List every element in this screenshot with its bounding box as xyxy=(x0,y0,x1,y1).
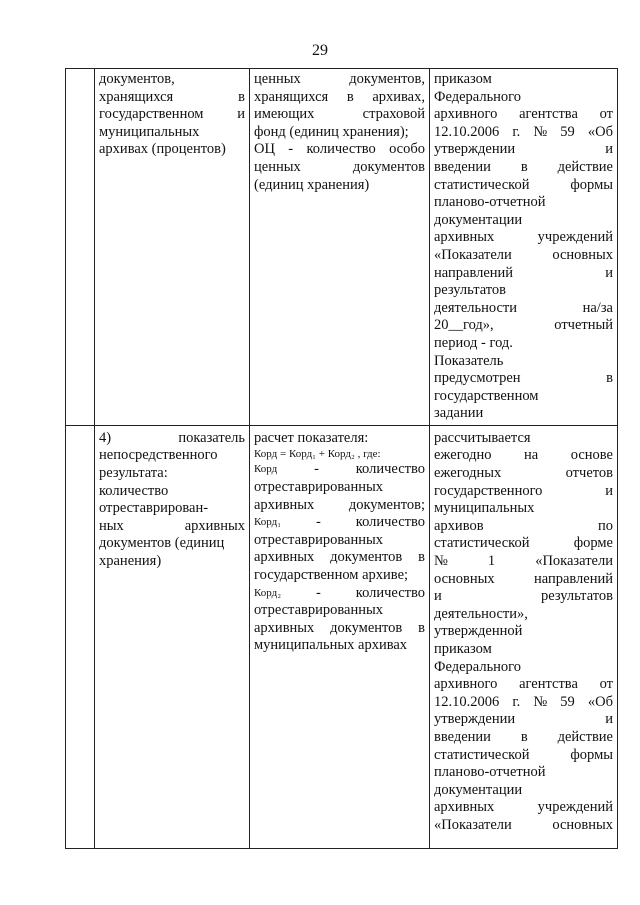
text-line: муниципальных xyxy=(99,123,200,140)
text-line: муниципальных xyxy=(434,500,535,517)
text-line: количество xyxy=(99,482,169,499)
table-row xyxy=(66,425,618,848)
text-line: хранящихся в xyxy=(99,88,245,105)
text-line: результатов xyxy=(434,282,507,299)
text-line: утверждении и xyxy=(434,711,613,728)
text-line: 20__год», отчетный xyxy=(434,317,613,334)
text-line: 12.10.2006 г. № 59 «Об xyxy=(434,123,613,140)
text-line: «Показатели основных xyxy=(434,246,613,263)
text-line: планово-отчетной xyxy=(434,764,546,781)
text-line: документации xyxy=(434,211,523,228)
text-line: документации xyxy=(434,781,523,798)
definition-line: Корд₁ - количество xyxy=(254,514,425,531)
text-line: хранящихся в архивах, xyxy=(254,88,425,105)
text-line: № 1 «Показатели xyxy=(434,553,613,570)
text-line: задании xyxy=(434,405,484,422)
text-line: статистической формы xyxy=(434,176,613,193)
text-line: приказом xyxy=(434,71,492,87)
text-line: введении в действие xyxy=(434,728,613,745)
text-line: период - год. xyxy=(434,334,513,351)
row-number-cell xyxy=(66,69,95,426)
table-row xyxy=(66,69,618,426)
text-line: «Показатели основных xyxy=(434,816,613,833)
text-line: деятельности на/за xyxy=(434,299,613,316)
page-number: 29 xyxy=(312,42,328,59)
text-line: отреставрированных xyxy=(254,602,383,619)
indicators-table xyxy=(65,68,618,849)
text-line: Показатель xyxy=(434,352,504,369)
text-line: ОЦ - количество особо xyxy=(254,141,425,158)
text-line: архивных документов в xyxy=(254,549,425,566)
text-line: отреставрированных xyxy=(254,531,383,548)
text-line: имеющих страховой xyxy=(254,106,425,123)
indicator-name-cell xyxy=(95,425,250,848)
text-line: ежегодных отчетов xyxy=(434,465,613,482)
text-line: 12.10.2006 г. № 59 «Об xyxy=(434,693,613,710)
calculation-cell xyxy=(250,425,430,848)
text-line: статистической форме xyxy=(434,535,613,552)
formula: Корд = Корд₁ + Корд₂ , где: xyxy=(254,448,381,461)
text-line: архивов по xyxy=(434,517,613,534)
source-cell xyxy=(430,425,618,848)
text-line: ценных документов, xyxy=(254,71,425,87)
text-line: архивных документов; xyxy=(254,496,425,513)
text-line: утверждении и xyxy=(434,141,613,158)
text-line: хранения) xyxy=(99,553,162,570)
text-line: рассчитывается xyxy=(434,429,531,446)
text-line: отреставрирован- xyxy=(99,500,209,517)
text-line: государственного и xyxy=(434,482,613,499)
text-line: 4) показатель xyxy=(99,429,245,446)
text-line: основных направлений xyxy=(434,570,613,587)
text-line: приказом xyxy=(434,641,492,657)
text-line: расчет показателя: xyxy=(254,429,369,446)
text-line: архивных учреждений xyxy=(434,229,613,246)
text-line: документов, xyxy=(99,71,175,87)
text-line: ежегодно на основе xyxy=(434,447,613,464)
text-line: архивных документов в xyxy=(254,619,425,636)
source-cell xyxy=(430,69,618,426)
text-line: муниципальных архивах xyxy=(254,637,408,654)
row-number-cell xyxy=(66,425,95,848)
definitions xyxy=(254,461,425,655)
text-line: непосредственного xyxy=(99,447,218,464)
text-line: государственном архиве; xyxy=(254,567,409,584)
calculation-cell xyxy=(250,69,430,426)
text-line: утвержденной xyxy=(434,623,523,640)
text-line: архивного агентства от xyxy=(434,676,613,693)
text-line: ных архивных xyxy=(99,517,245,534)
text-line: и результатов xyxy=(434,588,613,605)
text-line: архивах (процентов) xyxy=(99,141,226,158)
text-line: государственном xyxy=(434,387,539,404)
text-line: Федерального xyxy=(434,88,522,105)
definition-line: Корд₂ - количество xyxy=(254,584,425,601)
text-line: отреставрированных xyxy=(254,479,383,496)
text-line: архивного агентства от xyxy=(434,106,613,123)
definition-line: Корд - количество xyxy=(254,461,425,478)
text-line: документов (единиц xyxy=(99,535,225,552)
text-line: Федерального xyxy=(434,658,522,675)
text-line: (единиц хранения) xyxy=(254,176,370,193)
text-line: предусмотрен в xyxy=(434,370,613,387)
text-line: деятельности», xyxy=(434,605,528,622)
text-line: введении в действие xyxy=(434,158,613,175)
text-line: ценных документов xyxy=(254,158,425,175)
text-line: направлений и xyxy=(434,264,613,281)
text-line: статистической формы xyxy=(434,746,613,763)
text-line: результата: xyxy=(99,465,168,482)
text-line: фонд (единиц хранения); xyxy=(254,123,409,140)
text-line: архивных учреждений xyxy=(434,799,613,816)
indicator-name-cell xyxy=(95,69,250,426)
text-line: планово-отчетной xyxy=(434,194,546,211)
text-line: государственном и xyxy=(99,106,245,123)
